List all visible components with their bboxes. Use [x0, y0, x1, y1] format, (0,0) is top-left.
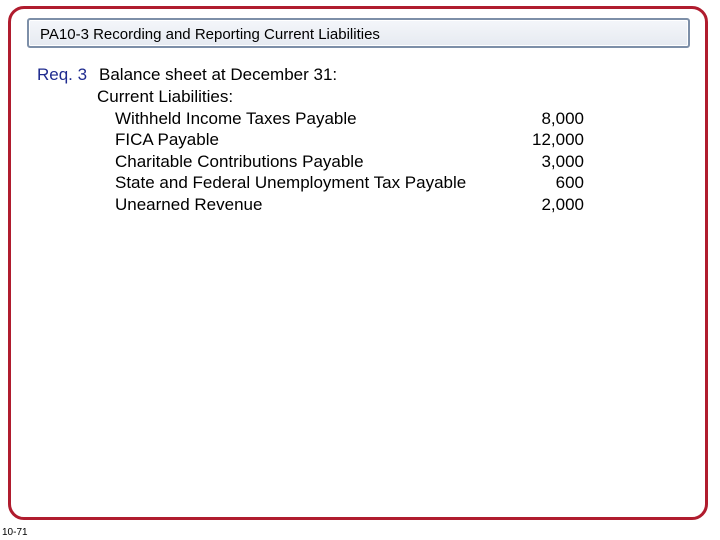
liability-amount: 12,000 [532, 130, 584, 149]
liability-amount: 2,000 [541, 195, 584, 214]
liability-label: Unearned Revenue [115, 195, 263, 214]
liability-amount: 8,000 [541, 109, 584, 128]
slide-title: PA10-3 Recording and Reporting Current Liabilities [40, 26, 380, 43]
requirement-label: Req. 3 [37, 65, 88, 84]
liability-label: Charitable Contributions Payable [115, 152, 364, 171]
liability-amount: 3,000 [541, 152, 584, 171]
balance-sheet-heading: Balance sheet at December 31: [99, 65, 338, 84]
liability-label: Withheld Income Taxes Payable [115, 109, 357, 128]
current-liabilities-heading: Current Liabilities: [97, 87, 234, 106]
title-bar [27, 18, 690, 48]
liability-amount: 600 [555, 173, 584, 192]
liability-label: State and Federal Unemployment Tax Payable [115, 173, 467, 192]
liability-label: FICA Payable [115, 130, 219, 149]
page-number: 10-71 [2, 527, 28, 538]
